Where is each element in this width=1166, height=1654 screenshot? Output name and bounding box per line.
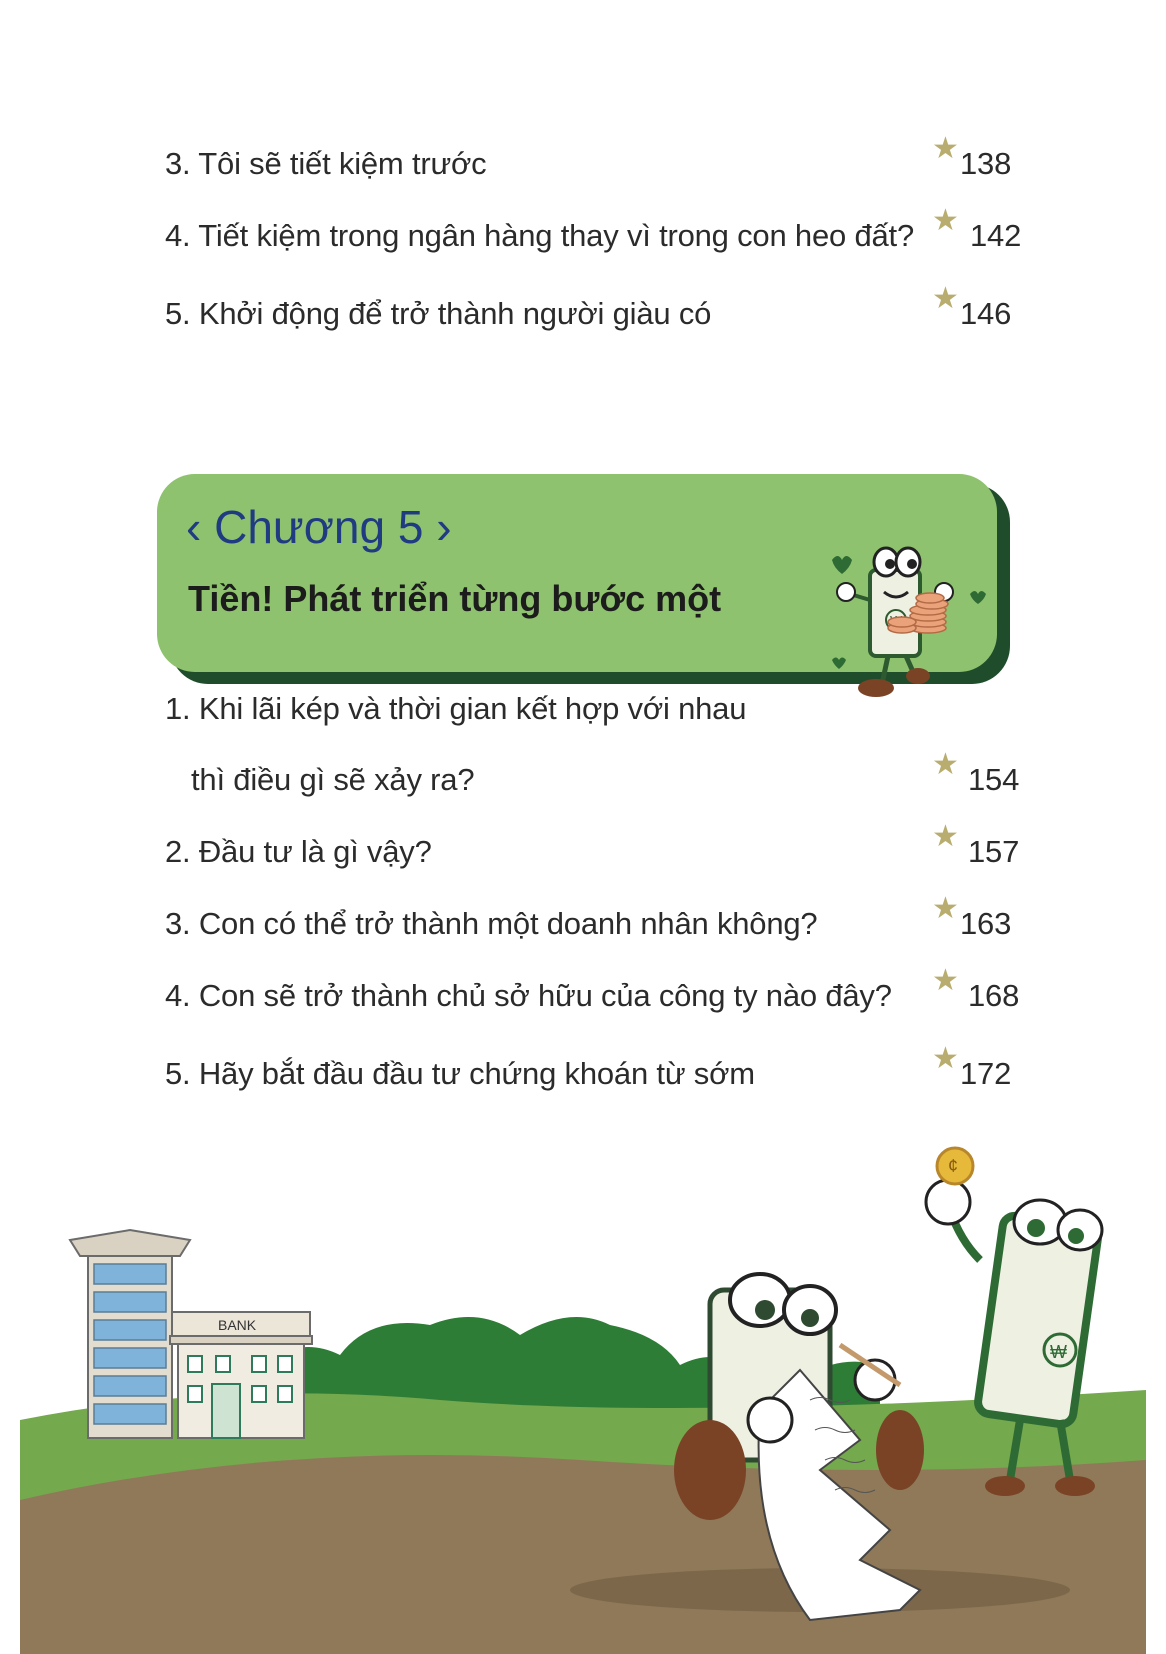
star-icon: ★ — [932, 964, 959, 997]
toc-item-title: thì điều gì sẽ xảy ra? — [191, 762, 475, 797]
toc-item-page: 172 — [960, 1056, 1012, 1091]
coin-symbol: ¢ — [948, 1156, 959, 1176]
chapter-title: Tiền! Phát triển từng bước một — [188, 578, 722, 619]
star-icon: ★ — [932, 892, 959, 925]
star-icon: ★ — [932, 204, 959, 237]
toc-item[interactable] — [165, 820, 1020, 874]
toc-item-title: 3. Tôi sẽ tiết kiệm trước — [165, 146, 487, 181]
toc-item[interactable] — [165, 1042, 1015, 1096]
star-icon: ★ — [932, 820, 959, 853]
toc-item[interactable] — [165, 204, 1022, 258]
chapter-number: Chương 5 — [214, 501, 424, 553]
chapter-label — [186, 500, 452, 554]
toc-item-page: 154 — [968, 762, 1020, 797]
won-symbol: ₩ — [1050, 1342, 1067, 1362]
chevron-left-icon: ‹ — [186, 501, 202, 553]
toc-item[interactable] — [165, 132, 1015, 186]
toc-item-title: 4. Con sẽ trở thành chủ sở hữu của công ty nào đây? — [165, 978, 892, 1013]
toc-item-page: 138 — [960, 146, 1012, 181]
toc-item-title: 3. Con có thể trở thành một doanh nhân không? — [165, 906, 818, 941]
toc-item-title: 4. Tiết kiệm trong ngân hàng thay vì trong con heo đất? — [165, 218, 914, 253]
toc-item-title: 5. Khởi động để trở thành người giàu có — [165, 296, 712, 331]
toc-item[interactable] — [165, 282, 1015, 336]
star-icon: ★ — [932, 132, 959, 165]
money-mascot-icon — [820, 530, 990, 710]
toc-item-title: 5. Hãy bắt đầu đầu tư chứng khoán từ sớm — [165, 1056, 755, 1091]
toc-item-page: 146 — [960, 296, 1012, 331]
toc-item[interactable] — [165, 687, 1015, 731]
toc-item[interactable] — [165, 748, 1020, 802]
toc-item-title: 2. Đầu tư là gì vậy? — [165, 834, 432, 869]
toc-item-page: 157 — [968, 834, 1020, 869]
star-icon: ★ — [932, 282, 959, 315]
bank-building-icon — [170, 1312, 312, 1438]
toc-item[interactable] — [165, 892, 1015, 946]
star-icon: ★ — [932, 1042, 959, 1075]
star-icon: ★ — [932, 748, 959, 781]
toc-item[interactable] — [165, 964, 1020, 1018]
bank-sign: BANK — [218, 1317, 257, 1333]
toc-item-page: 142 — [970, 218, 1022, 253]
bottom-illustration — [20, 1156, 1146, 1654]
chevron-right-icon: › — [436, 501, 452, 553]
toc-item-title: 1. Khi lãi kép và thời gian kết hợp với nhau — [165, 691, 747, 726]
ground — [20, 1455, 1146, 1654]
toc-item-page: 163 — [960, 906, 1012, 941]
toc-item-page: 168 — [968, 978, 1020, 1013]
